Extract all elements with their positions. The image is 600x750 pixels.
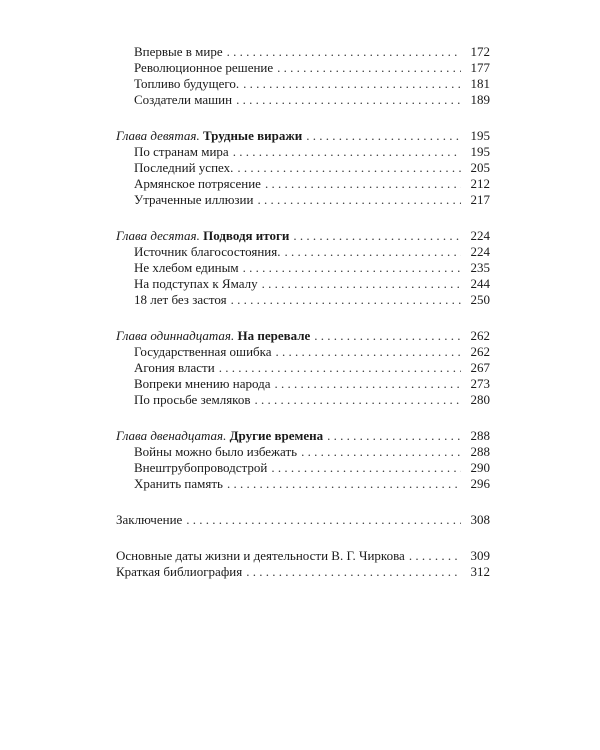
dot-leader <box>243 76 461 92</box>
chapter-heading-label <box>116 128 302 144</box>
toc-entry-page: 217 <box>470 192 490 207</box>
toc-entry-page: 288 <box>470 428 490 443</box>
toc-entry-page: 181 <box>470 76 490 91</box>
dot-leader <box>271 460 461 476</box>
toc-entry-label: Государственная ошибка <box>134 344 272 359</box>
toc-entry-page: 288 <box>470 444 490 459</box>
dot-leader <box>254 392 461 408</box>
toc-entry <box>116 276 490 292</box>
toc-entry-page: 195 <box>470 144 490 159</box>
toc-entry-label: Агония власти <box>134 360 215 375</box>
dot-leader <box>227 476 461 492</box>
toc-entry-label: Краткая библиография <box>116 564 243 579</box>
dot-leader <box>265 176 461 192</box>
toc-entry-page: 273 <box>470 376 490 391</box>
toc-entry-label: Основные даты жизни и деятельности В. Г. Чиркова <box>116 548 405 563</box>
toc-entry <box>116 44 490 60</box>
toc-entry-page: 235 <box>470 260 490 275</box>
toc-entry-label: Топливо будущего. <box>134 76 240 91</box>
toc-entry <box>116 476 490 492</box>
dot-leader <box>262 276 461 292</box>
chapter-heading-label <box>116 428 323 444</box>
dot-leader <box>306 128 461 144</box>
toc-entry-label: Утраченные иллюзии <box>134 192 254 207</box>
dot-leader <box>277 60 461 76</box>
dot-leader <box>257 192 461 208</box>
toc-entry <box>116 392 490 408</box>
toc-entry-page: 309 <box>470 548 490 563</box>
toc-entry-label: По странам мира <box>134 144 229 159</box>
toc-entry-page: 244 <box>470 276 490 291</box>
toc-entry-label: Войны можно было избежать <box>134 444 298 459</box>
section-gap <box>116 492 490 512</box>
toc-entry-label: Не хлебом единым <box>134 260 239 275</box>
toc-entry <box>116 376 490 392</box>
toc-entry-label: Впервые в мире <box>134 44 223 59</box>
toc-entry-page: 262 <box>470 328 490 343</box>
dot-leader <box>276 344 461 360</box>
chapter-prefix: Глава девятая. <box>116 128 200 143</box>
toc-entry-page: 250 <box>470 292 490 307</box>
section-gap <box>116 308 490 328</box>
toc-entry-page: 224 <box>470 228 490 243</box>
toc-entry-page: 205 <box>470 160 490 175</box>
table-of-contents <box>116 44 490 580</box>
toc-entry <box>116 260 490 276</box>
toc-entry <box>116 160 490 176</box>
toc-entry-page: 177 <box>470 60 490 75</box>
dot-leader <box>231 292 461 308</box>
chapter-heading-label <box>116 228 289 244</box>
toc-entry <box>116 60 490 76</box>
toc-entry-label: По просьбе земляков <box>134 392 251 407</box>
toc-entry <box>116 360 490 376</box>
toc-entry <box>116 444 490 460</box>
dot-leader <box>314 328 461 344</box>
toc-entry <box>116 176 490 192</box>
dot-leader <box>409 548 461 564</box>
toc-entry-label: Создатели машин <box>134 92 233 107</box>
chapter-prefix: Глава одиннадцатая. <box>116 328 235 343</box>
toc-entry-label: Источник благосостояния. <box>134 244 281 259</box>
toc-entry-page: 267 <box>470 360 490 375</box>
chapter-prefix: Глава двенадцатая. <box>116 428 227 443</box>
toc-entry-label: Последний успех. <box>134 160 234 175</box>
dot-leader <box>327 428 461 444</box>
toc-chapter-heading <box>116 128 490 144</box>
toc-entry <box>116 76 490 92</box>
chapter-title: Другие времена <box>229 428 324 443</box>
toc-entry-label: Армянское потрясение <box>134 176 261 191</box>
toc-entry-page: 290 <box>470 460 490 475</box>
toc-entry-page: 212 <box>470 176 490 191</box>
toc-entry-label: Хранить память <box>134 476 223 491</box>
chapter-title: Подводя итоги <box>203 228 290 243</box>
toc-entry-conclusion <box>116 512 490 528</box>
section-gap <box>116 528 490 548</box>
toc-entry <box>116 344 490 360</box>
chapter-prefix: Глава десятая. <box>116 228 200 243</box>
dot-leader <box>227 44 461 60</box>
dot-leader <box>186 512 461 528</box>
toc-entry-label: Заключение <box>116 512 183 527</box>
toc-entry-page: 280 <box>470 392 490 407</box>
section-gap <box>116 408 490 428</box>
dot-leader <box>236 92 461 108</box>
dot-leader <box>246 564 461 580</box>
dot-leader <box>293 228 461 244</box>
toc-entry <box>116 460 490 476</box>
toc-entry-page: 312 <box>470 564 490 579</box>
toc-chapter-heading <box>116 228 490 244</box>
dot-leader <box>233 144 461 160</box>
toc-entry-label: На подступах к Ямалу <box>134 276 258 291</box>
toc-entry <box>116 244 490 260</box>
section-gap <box>116 208 490 228</box>
toc-entry <box>116 144 490 160</box>
toc-entry-label: 18 лет без застоя <box>134 292 227 307</box>
toc-entry-page: 262 <box>470 344 490 359</box>
toc-entry-bibliography <box>116 564 490 580</box>
dot-leader <box>284 244 461 260</box>
toc-entry <box>116 92 490 108</box>
chapter-title: Трудные виражи <box>202 128 303 143</box>
toc-entry-dates <box>116 548 490 564</box>
chapter-title: На перевале <box>237 328 311 343</box>
toc-entry-label: Революционное решение <box>134 60 274 75</box>
toc-chapter-heading <box>116 428 490 444</box>
toc-entry-page: 172 <box>470 44 490 59</box>
toc-entry-page: 308 <box>470 512 490 527</box>
dot-leader <box>243 260 461 276</box>
dot-leader <box>219 360 461 376</box>
toc-entry-page: 224 <box>470 244 490 259</box>
dot-leader <box>301 444 461 460</box>
dot-leader <box>275 376 462 392</box>
section-gap <box>116 108 490 128</box>
toc-entry-page: 189 <box>470 92 490 107</box>
toc-entry-label: Внештрубопроводстрой <box>134 460 268 475</box>
toc-chapter-heading <box>116 328 490 344</box>
toc-entry <box>116 292 490 308</box>
toc-entry <box>116 192 490 208</box>
toc-entry-label: Вопреки мнению народа <box>134 376 271 391</box>
chapter-heading-label <box>116 328 310 344</box>
dot-leader <box>237 160 461 176</box>
toc-entry-page: 195 <box>470 128 490 143</box>
toc-entry-page: 296 <box>470 476 490 491</box>
